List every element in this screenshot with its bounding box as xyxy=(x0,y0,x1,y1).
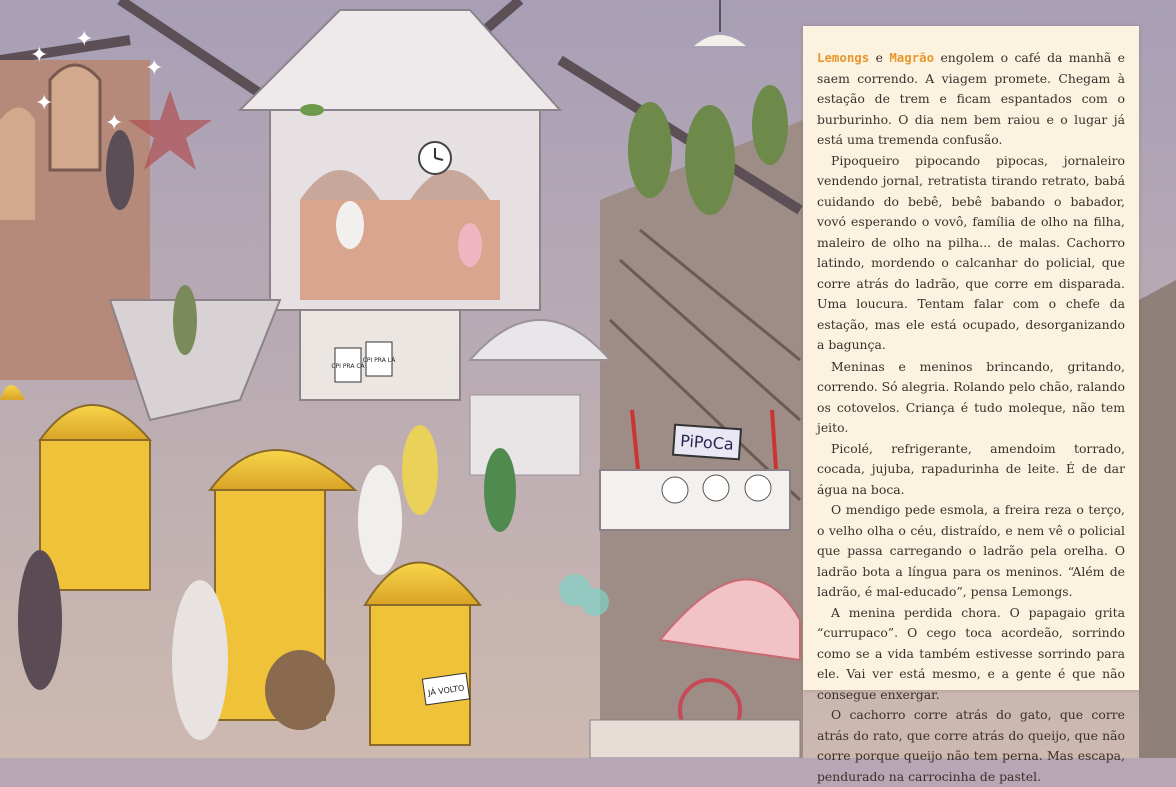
paragraph-4: Picolé, refrigerante, amendoim torrado, cocada, jujuba, rapadurinha de leite. É de dar água na boca. xyxy=(817,440,1125,497)
name-lemongs: Lemongs xyxy=(817,50,870,65)
ja-volto-text: JÁ VOLTO xyxy=(427,683,465,698)
ja-volto-sign xyxy=(422,673,469,705)
svg-text:✦: ✦ xyxy=(145,56,164,81)
parrot-icon xyxy=(300,104,324,116)
candy-cart xyxy=(590,720,800,758)
pipoca-sign-text: PiPoCa xyxy=(679,431,735,454)
paragraph-7: O cachorro corre atrás do gato, que corre atrás do rato, que corre atrás do queijo, que não corre porque queijo não tem perna. Mas escapa, pendurado na carrocinha de pastel. xyxy=(817,707,1125,784)
story-text-panel xyxy=(803,26,1139,784)
paragraph-1-rest: engolem o café da manhã e saem correndo. A viagem promete. Chegam à estação de trem e ficam espantados com o burburinho. O dia nem bem raiou e o lugar já está uma tremenda confusão. xyxy=(817,50,1125,147)
name-magrao: Magrão xyxy=(889,50,935,65)
paragraph-2: Pipoqueiro pipocando pipocas, jornaleiro vendendo jornal, retratista tirando retrato, babá cuidando do bebê, bebê babando o babador, vovó esperando o vovô, família de olho na filha, maleiro de olho na pilha... de malas. Cachorro latindo, mordendo o calcanhar do policial, que corre atrás do ladrão, que corre em disparada. Uma loucura. Tentam falar com o chefe da estação, mas ele está ocupado, desorganizando a bagunça. xyxy=(817,152,1125,352)
conjunction: e xyxy=(869,50,890,65)
cpi-sign-2: CPI PRA LÁ xyxy=(362,357,396,364)
cpi-sign-1: CPI PRA CÁ xyxy=(331,363,365,370)
popcorn-cart xyxy=(600,470,790,530)
paragraph-6: A menina perdida chora. O papagaio grita “currupaco”. O cego toca acordeão, sorrindo como se a vida também estivesse sorrindo para ele. Vai ver está mesmo, e a gente é que não consegue enxergar. xyxy=(817,604,1125,702)
svg-text:✦: ✦ xyxy=(30,43,49,68)
paragraph-3: Meninas e meninos brincando, gritando, correndo. Só alegria. Rolando pelo chão, ralando os cotovelos. Criança é tudo moleque, não tem jeito. xyxy=(817,358,1126,435)
svg-text:✦: ✦ xyxy=(35,91,54,116)
svg-text:✦: ✦ xyxy=(75,27,94,52)
paragraph-1 xyxy=(817,48,1125,151)
paragraph-5: O mendigo pede esmola, a freira reza o terço, o velho olha o céu, distraído, e nem vê o policial que passa carregando o ladrão pela orelha. O ladrão bota a língua para os meninos. “Além de ladrão, é mal-educado”, pensa Lemongs. xyxy=(817,502,1125,599)
svg-text:✦: ✦ xyxy=(105,111,124,136)
